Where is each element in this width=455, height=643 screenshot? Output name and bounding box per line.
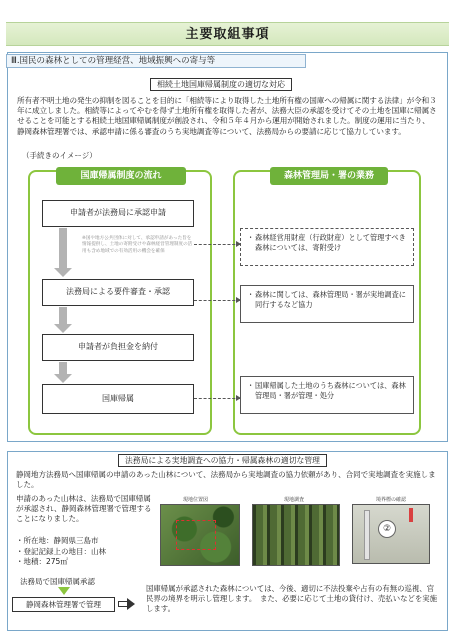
duty-box-survey [240,285,414,323]
duty-box-donation [240,228,414,266]
bullet: ・ [247,233,255,242]
connector-line [194,244,240,245]
case-paragraph: 静岡地方法務局へ国庫帰属の申請のあった山林について、法務局から実地調査の協力依頼があり、合同で実地調査を実施しました。 [16,470,436,489]
page-title: 主要取組事項 [6,22,449,46]
down-arrow-icon [56,228,70,277]
flow-approval-label: 法務局で国庫帰属承認 [20,577,95,586]
right-arrow-icon [118,598,136,610]
section-subtitle: 相続土地国庫帰属制度の適切な対応 [150,78,292,91]
duty-box-management [240,376,414,414]
photo-caption: 現地位置図 [183,497,209,503]
duties-panel-header: 森林管理局・署の業務 [270,167,388,185]
case-approval-text: 申請のあった山林は、法務局で国庫帰属が承認され、静岡森林管理署で管理することになりました。 [16,494,152,523]
bullet: ・ [247,290,255,299]
info-note: ※国や地方公共団体に対して、承認申請があった旨を情報提供し、土地の寄附受けや森林経営管理制度の活用も含め地域での有効活用の機会を確保 [82,236,193,254]
site-survey-photo [252,504,340,566]
case-facts [16,536,106,568]
duty-text: 森林経営用財産（行政財産）として管理すべき森林については、寄附受け [255,233,406,252]
photo-caption: 現地調査 [284,497,305,503]
boundary-number-badge: ② [378,520,396,538]
procedure-note: （手続きのイメージ） [22,151,97,160]
step-application: 申請者が法務局に承認申請 [42,200,194,227]
down-arrow-icon [58,587,70,595]
boundary-post [364,510,370,560]
case-subtitle: 法務局による実地調査への協力・帰属森林の適切な管理 [118,454,327,467]
step-payment: 申請者が負担金を納付 [42,334,194,361]
fact-land-category: ・登記記録上の地目：山林 [16,546,106,556]
flow-management-label: 静岡森林管理署で管理 [12,597,115,612]
fact-area: ・地積：275㎡ [16,557,68,566]
down-arrow-icon [56,362,70,383]
fact-location: ・所在地：静岡県三島市 [16,536,99,545]
parcel-boundary-marker [176,520,216,550]
photo-caption: 境界標の確認 [376,497,407,503]
boundary-tag [409,508,413,522]
bullet: ・ [247,381,255,390]
section-heading: Ⅲ.国民の森林としての管理経営、地域振興への寄与等 [6,54,306,68]
connector-line [194,300,240,301]
down-arrow-icon [56,307,70,333]
step-attribution: 国庫帰属 [42,384,194,414]
intro-paragraph: 所有者不明土地の発生の抑制を図ることを目的に「相続等により取得した土地所有権の国庫への帰属に関する法律」が令和３年に成立しました。相続等によってやむを得ず土地所有権を取得した者が、法務大臣の承認を受けてその土地を国庫に帰属させることを可能とする相続土地国庫帰属制度が創設され、令和５年４月から運用が開始されました。制度の運用に当たり、静岡森林管理署では、承認申請に係る審査のうち実地調査等について、法務局からの要請に応じて協力しています。 [17,96,437,136]
management-paragraph: 国庫帰属が承認された森林については、今後、適切に不法投棄や占有の有無の巡視、官民界の境界を明示し管理します。 また、必要に応じて土地の貸付け、売払いなどを実施します。 [146,584,438,613]
flow-panel-header: 国庫帰属制度の流れ [56,167,186,185]
duty-text: 国庫帰属した土地のうち森林については、森林管理局・署が管理・処分 [255,381,406,400]
step-review: 法務局による要件審査・承認 [42,279,194,306]
duty-text: 森林に関しては、森林管理局・署が実地調査に同行するなど協力 [255,290,406,309]
connector-line [194,398,240,399]
